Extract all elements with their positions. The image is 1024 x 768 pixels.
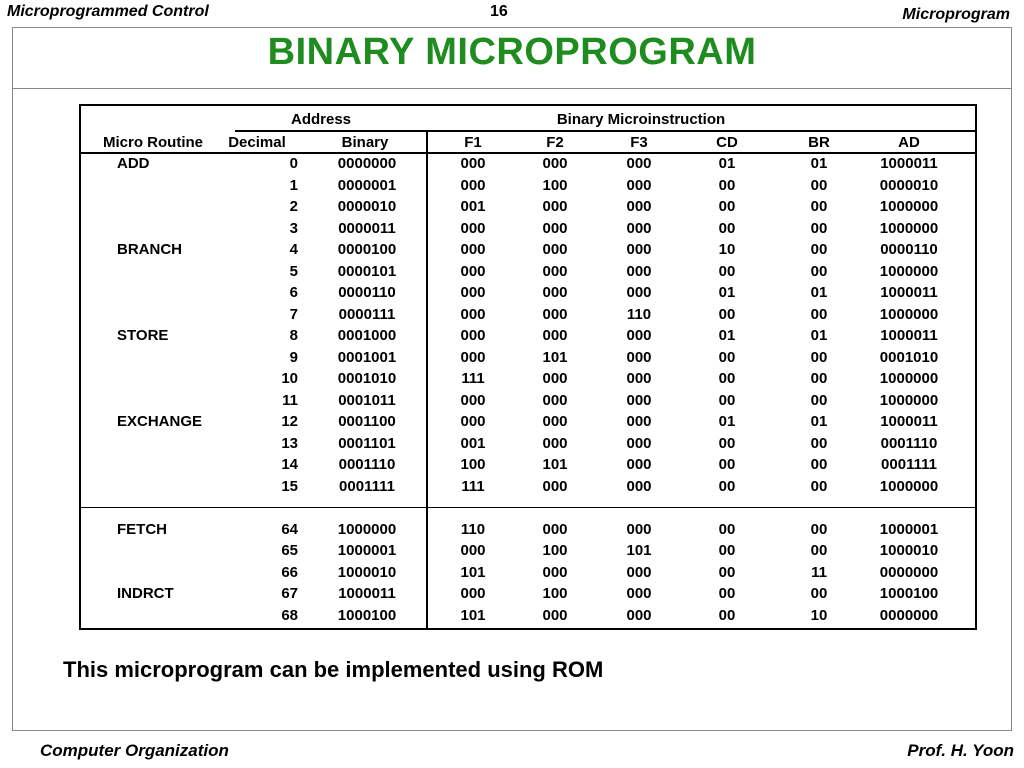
microprogram-table	[79, 104, 977, 630]
cell-binary: 0001110	[338, 456, 396, 473]
cell-binary: 1000011	[338, 585, 396, 602]
cell-ad: 0000010	[879, 176, 939, 194]
cell-f1: 000	[460, 585, 486, 602]
cell-f3: 000	[626, 262, 652, 280]
cell-br: 00	[810, 219, 828, 237]
cell-f1: 001	[460, 434, 486, 452]
cell-binary: 0001010	[337, 370, 397, 387]
cell-ad: 1000000	[879, 391, 939, 409]
cell-cd: 10	[718, 241, 736, 258]
cell-cd: 01	[718, 155, 736, 172]
cell-f1: 000	[460, 241, 486, 258]
column-header-decimal: Decimal	[228, 134, 286, 151]
cell-f2: 000	[542, 219, 568, 237]
cell-br: 00	[810, 198, 828, 215]
cell-decimal: 5	[289, 262, 298, 280]
cell-binary: 0001011	[338, 391, 396, 409]
cell-decimal: 64	[281, 520, 298, 538]
cell-ad: 1000100	[879, 585, 939, 602]
cell-f1: 111	[461, 477, 485, 495]
cell-f1: 000	[460, 413, 486, 430]
cell-binary: 0001101	[338, 434, 396, 452]
cell-f1: 000	[460, 176, 486, 194]
cell-ad: 1000000	[879, 219, 939, 237]
cell-ad: 0001110	[880, 434, 938, 452]
cell-br: 00	[810, 520, 828, 538]
cell-f2: 000	[542, 370, 568, 387]
cell-decimal: 65	[281, 542, 298, 559]
cell-routine: EXCHANGE	[117, 413, 203, 430]
cell-routine: ADD	[117, 155, 150, 172]
group-header-binary-microinstruction: Binary Microinstruction	[556, 111, 726, 128]
cell-br: 00	[810, 176, 828, 194]
cell-cd: 00	[718, 434, 736, 452]
cell-binary: 0001000	[337, 327, 397, 344]
cell-decimal: 9	[289, 348, 298, 366]
column-header-f3: F3	[630, 134, 648, 151]
cell-f2: 000	[542, 327, 568, 344]
cell-f1: 000	[460, 155, 486, 172]
cell-f2: 101	[542, 348, 568, 366]
cell-br: 00	[810, 456, 828, 473]
cell-binary: 0000100	[337, 241, 397, 258]
cell-br: 11	[811, 563, 827, 581]
header-left: Microprogrammed Control	[7, 3, 209, 20]
cell-f3: 000	[626, 370, 652, 387]
cell-ad: 1000000	[879, 262, 939, 280]
cell-f1: 001	[460, 198, 486, 215]
cell-ad: 1000000	[879, 198, 939, 215]
cell-cd: 00	[718, 456, 736, 473]
section-divider	[81, 507, 977, 508]
cell-f1: 000	[460, 327, 486, 344]
cell-br: 00	[810, 241, 828, 258]
cell-f1: 000	[460, 219, 486, 237]
cell-routine: STORE	[117, 327, 169, 344]
cell-decimal: 15	[281, 477, 298, 495]
cell-binary: 1000100	[337, 606, 397, 624]
cell-decimal: 68	[281, 606, 298, 624]
cell-cd: 01	[718, 284, 736, 301]
cell-ad: 0001010	[879, 348, 939, 366]
cell-decimal: 10	[281, 370, 298, 387]
cell-f2: 000	[542, 241, 568, 258]
cell-f1: 000	[460, 262, 486, 280]
cell-f1: 111	[461, 370, 485, 387]
cell-f2: 100	[542, 585, 568, 602]
column-header-f1: F1	[464, 134, 482, 151]
cell-cd: 00	[718, 262, 736, 280]
cell-cd: 00	[718, 198, 736, 215]
cell-f2: 100	[542, 176, 568, 194]
cell-f2: 101	[542, 456, 568, 473]
cell-f2: 000	[542, 391, 568, 409]
cell-f3: 000	[626, 477, 652, 495]
cell-decimal: 7	[289, 305, 298, 323]
cell-br: 00	[810, 434, 828, 452]
column-header-cd: CD	[716, 134, 738, 151]
cell-ad: 1000011	[880, 413, 938, 430]
footnote: This microprogram can be implemented using ROM	[63, 657, 604, 682]
cell-f3: 000	[626, 284, 652, 301]
cell-f3: 000	[626, 241, 652, 258]
cell-decimal: 12	[281, 413, 298, 430]
cell-br: 00	[810, 477, 828, 495]
cell-f3: 000	[626, 198, 652, 215]
cell-f1: 101	[460, 606, 486, 624]
cell-f2: 000	[542, 413, 568, 430]
cell-decimal: 11	[282, 391, 298, 409]
cell-binary: 0000000	[337, 155, 397, 172]
cell-f2: 000	[542, 262, 568, 280]
cell-ad: 1000011	[880, 284, 938, 301]
page-number: 16	[490, 3, 508, 20]
cell-cd: 00	[718, 370, 736, 387]
cell-f3: 101	[626, 542, 652, 559]
cell-f2: 000	[542, 520, 568, 538]
cell-decimal: 14	[281, 456, 298, 473]
cell-binary: 1000000	[337, 520, 397, 538]
cell-f3: 000	[626, 348, 652, 366]
column-header-routine: Micro Routine	[103, 134, 203, 151]
cell-br: 10	[810, 606, 828, 624]
cell-ad: 0000000	[879, 606, 939, 624]
cell-f3: 000	[626, 606, 652, 624]
footer-left: Computer Organization	[40, 741, 229, 760]
cell-cd: 00	[718, 348, 736, 366]
cell-f2: 100	[542, 542, 568, 559]
cell-f3: 000	[626, 413, 652, 430]
cell-routine: INDRCT	[117, 585, 174, 602]
cell-cd: 00	[718, 219, 736, 237]
cell-f2: 000	[542, 477, 568, 495]
header-right: Microprogram	[902, 6, 1010, 23]
cell-br: 00	[810, 348, 828, 366]
cell-f3: 000	[626, 585, 652, 602]
cell-decimal: 4	[289, 241, 298, 258]
cell-binary: 1000010	[337, 563, 397, 581]
cell-f1: 000	[460, 284, 486, 301]
cell-cd: 00	[718, 305, 736, 323]
cell-ad: 1000011	[880, 327, 938, 344]
cell-br: 01	[810, 284, 828, 301]
cell-f1: 000	[460, 542, 486, 559]
cell-ad: 1000011	[880, 155, 938, 172]
cell-cd: 00	[718, 391, 736, 409]
cell-br: 01	[810, 155, 828, 172]
cell-f1: 000	[460, 305, 486, 323]
cell-cd: 00	[718, 176, 736, 194]
cell-br: 00	[810, 370, 828, 387]
cell-decimal: 13	[281, 434, 298, 452]
cell-binary: 0000001	[337, 176, 397, 194]
cell-binary: 0000010	[337, 198, 397, 215]
cell-decimal: 0	[289, 155, 298, 172]
cell-f2: 000	[542, 606, 568, 624]
column-header-binary: Binary	[341, 134, 389, 151]
cell-f1: 110	[460, 520, 486, 538]
cell-br: 00	[810, 585, 828, 602]
cell-ad: 0000000	[879, 563, 939, 581]
cell-ad: 1000000	[879, 477, 939, 495]
cell-br: 00	[810, 542, 828, 559]
cell-ad: 1000000	[879, 370, 939, 387]
cell-ad: 1000010	[879, 542, 939, 559]
cell-ad: 1000000	[879, 305, 939, 323]
cell-f3: 000	[626, 434, 652, 452]
title-divider	[12, 88, 1012, 89]
cell-binary: 1000001	[337, 542, 397, 559]
cell-decimal: 6	[289, 284, 298, 301]
cell-f3: 000	[626, 391, 652, 409]
footer-right: Prof. H. Yoon	[907, 741, 1014, 760]
group-header-address: Address	[290, 111, 352, 128]
cell-decimal: 66	[281, 563, 298, 581]
cell-ad: 0000110	[880, 241, 938, 258]
cell-cd: 00	[718, 563, 736, 581]
cell-routine: FETCH	[117, 520, 167, 538]
cell-ad: 0001111	[881, 456, 937, 473]
cell-f3: 000	[626, 155, 652, 172]
cell-decimal: 1	[289, 176, 298, 194]
cell-f3: 000	[626, 219, 652, 237]
cell-f3: 110	[626, 305, 652, 323]
cell-br: 01	[810, 413, 828, 430]
cell-binary: 0000101	[337, 262, 397, 280]
cell-f3: 000	[626, 520, 652, 538]
cell-f3: 000	[626, 176, 652, 194]
header-rule-upper	[235, 130, 977, 132]
cell-binary: 0000011	[338, 219, 396, 237]
cell-routine: BRANCH	[117, 241, 182, 258]
cell-binary: 0000111	[338, 305, 396, 323]
cell-decimal: 8	[289, 327, 298, 344]
cell-f3: 000	[626, 563, 652, 581]
cell-decimal: 3	[289, 219, 298, 237]
cell-cd: 01	[718, 327, 736, 344]
cell-f2: 000	[542, 563, 568, 581]
cell-br: 00	[810, 391, 828, 409]
cell-binary: 0001100	[338, 413, 396, 430]
column-divider	[426, 130, 428, 628]
slide-title: BINARY MICROPROGRAM	[267, 31, 757, 73]
cell-f1: 100	[460, 456, 486, 473]
cell-f1: 000	[460, 391, 486, 409]
column-header-ad: AD	[898, 134, 920, 151]
cell-f1: 000	[460, 348, 486, 366]
cell-binary: 0000110	[338, 284, 396, 301]
cell-binary: 0001001	[337, 348, 397, 366]
cell-ad: 1000001	[879, 520, 939, 538]
cell-decimal: 2	[289, 198, 298, 215]
cell-cd: 00	[718, 585, 736, 602]
cell-decimal: 67	[281, 585, 298, 602]
cell-f2: 000	[542, 284, 568, 301]
cell-br: 01	[810, 327, 828, 344]
cell-br: 00	[810, 305, 828, 323]
cell-f2: 000	[542, 434, 568, 452]
cell-f2: 000	[542, 305, 568, 323]
cell-f1: 101	[460, 563, 486, 581]
column-header-f2: F2	[546, 134, 564, 151]
cell-cd: 00	[718, 477, 736, 495]
cell-f2: 000	[542, 155, 568, 172]
cell-cd: 00	[718, 520, 736, 538]
cell-cd: 00	[718, 542, 736, 559]
cell-binary: 0001111	[339, 477, 395, 495]
cell-br: 00	[810, 262, 828, 280]
header-rule-lower	[81, 152, 977, 154]
column-header-br: BR	[808, 134, 830, 151]
cell-f3: 000	[626, 456, 652, 473]
cell-f2: 000	[542, 198, 568, 215]
cell-cd: 00	[718, 606, 736, 624]
cell-f3: 000	[626, 327, 652, 344]
cell-cd: 01	[718, 413, 736, 430]
